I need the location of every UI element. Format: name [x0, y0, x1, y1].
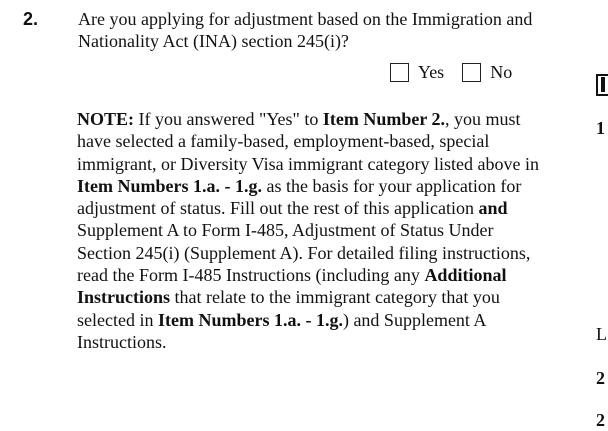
right-item-fragment-3: 2 — [596, 410, 605, 430]
question-number: 2. — [23, 9, 39, 29]
answer-options — [390, 62, 512, 83]
right-label-fragment: L — [596, 324, 607, 344]
section-marker-fragment — [596, 74, 608, 96]
note-bold-4: Additional Instructions — [77, 265, 507, 308]
note-text-5: that relate to the immigrant category that you selected in — [77, 287, 500, 330]
no-checkbox[interactable] — [462, 63, 481, 82]
note-paragraph — [77, 108, 547, 353]
yes-checkbox[interactable] — [390, 63, 409, 82]
no-label: No — [490, 62, 513, 82]
note-bold-2: Item Numbers 1.a. - 1.g. — [77, 175, 262, 196]
yes-option[interactable] — [390, 62, 444, 83]
no-option[interactable] — [462, 62, 512, 83]
note-text-6: ) and Supplement A Instructions. — [77, 309, 486, 352]
note-text-3: as the basis for your application for adjustment of status. Fill out the rest of this application — [77, 175, 522, 219]
note-label: NOTE: — [77, 109, 135, 129]
note-text-4: Supplement A to Form I-485, Adjustment of Status Under Section 245(i) (Supplement A). For detailed filing instructions, read the Form I-485 Instructions (including any — [77, 220, 531, 286]
question-text: Are you applying for adjustment based on the Immigration and Nationality Act (INA) section 245(i)? — [78, 9, 533, 51]
note-bold-3: and — [478, 198, 508, 219]
note-text-2: , you must have selected a family-based, employment-based, special immigrant, or Diversity Visa immigrant category listed above in — [77, 109, 539, 174]
yes-label: Yes — [418, 62, 445, 82]
note-text-1: If you answered "Yes" to — [134, 109, 323, 129]
note-bold-5: Item Numbers 1.a. - 1.g. — [157, 309, 343, 330]
right-item-fragment-1: 1 — [596, 118, 605, 138]
right-item-fragment-2: 2 — [596, 368, 605, 388]
note-bold-1: Item Number 2. — [322, 109, 446, 129]
